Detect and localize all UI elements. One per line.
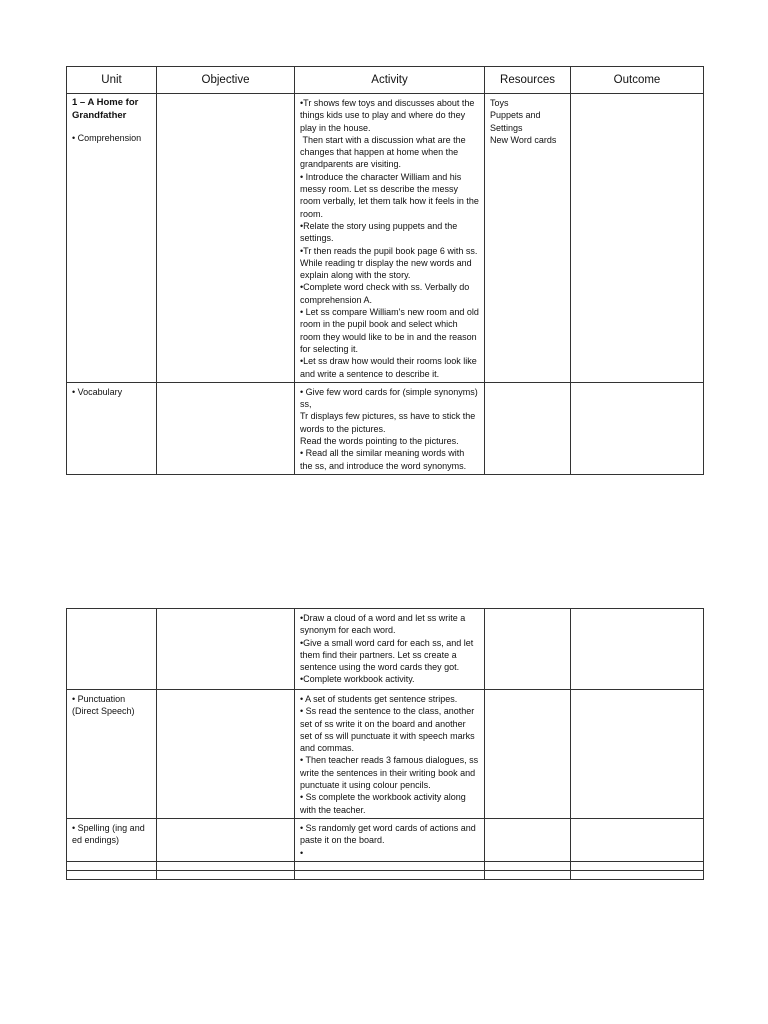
objective-cell xyxy=(157,609,295,690)
activity-line: • xyxy=(300,847,304,858)
activity-line: • Read all the similar meaning words with the ss, and introduce the word synonyms. xyxy=(300,448,467,471)
vocabulary-continued-row xyxy=(67,609,704,690)
outcome-cell xyxy=(571,609,704,690)
resources-cell xyxy=(485,818,571,861)
resource-item: Toys xyxy=(490,98,509,108)
activity-cell xyxy=(295,690,485,819)
activity-line: • Give few word cards for (simple synonyms) ss, xyxy=(300,386,481,410)
activity-line: Read the words pointing to the pictures. xyxy=(300,436,459,447)
activity-line: •Complete word check with ss. Verbally do comprehension A. xyxy=(300,282,472,305)
outcome-cell xyxy=(571,382,704,474)
activity-line: • A set of students get sentence stripes. xyxy=(300,694,458,704)
header-unit: Unit xyxy=(67,67,157,94)
activity-line: • Ss complete the workbook activity along with the teacher. xyxy=(300,792,469,815)
activity-line: • Ss randomly get word cards of actions and paste it on the board. xyxy=(300,822,479,846)
unit-cell xyxy=(67,609,157,690)
punctuation-row xyxy=(67,690,704,819)
resources-cell xyxy=(485,690,571,819)
lesson-plan-table-page1 xyxy=(66,66,704,475)
spelling-row xyxy=(67,818,704,861)
unit-subtopic: • Comprehension xyxy=(72,133,142,143)
activity-line: •Let ss draw how would their rooms look like and write a sentence to describe it. xyxy=(300,356,480,379)
objective-cell xyxy=(157,690,295,819)
header-resources: Resources xyxy=(485,67,571,94)
activity-line: •Tr shows few toys and discusses about the things kids use to play and where do they play in the house. xyxy=(300,98,477,133)
lesson-plan-table-page2 xyxy=(66,608,704,880)
comprehension-row xyxy=(67,94,704,383)
empty-row xyxy=(67,870,704,879)
unit-cell xyxy=(67,382,157,474)
activity-line: • Let ss compare William's new room and old room in the pupil book and select which room they would like to be in and the reason for selecting it. xyxy=(300,307,482,354)
objective-cell xyxy=(157,382,295,474)
unit-cell xyxy=(67,690,157,819)
unit-cell xyxy=(67,818,157,861)
activity-cell xyxy=(295,94,485,383)
activity-line: •Complete workbook activity. xyxy=(300,674,415,685)
outcome-cell xyxy=(571,94,704,383)
activity-line: •Give a small word card for each ss, and let them find their partners. Let ss create a sentence using the word cards they got. xyxy=(300,637,476,673)
activity-line: •Draw a cloud of a word and let ss write a synonym for each word. xyxy=(300,613,468,636)
outcome-cell xyxy=(571,690,704,819)
activity-line: Tr displays few pictures, ss have to stick the words to the pictures. xyxy=(300,411,478,434)
resource-item: Puppets and Settings xyxy=(490,110,544,133)
outcome-cell xyxy=(571,818,704,861)
vocabulary-row xyxy=(67,382,704,474)
header-row xyxy=(67,67,704,94)
objective-cell xyxy=(157,94,295,383)
activity-cell xyxy=(295,818,485,861)
header-objective: Objective xyxy=(157,67,295,94)
unit-subtopic: • Vocabulary xyxy=(72,386,123,397)
resources-cell xyxy=(485,94,571,383)
activity-line: • Introduce the character William and his messy room. Let ss describe the messy room verbally, let them talk how it feels in the room. xyxy=(300,171,482,219)
header-activity: Activity xyxy=(295,67,485,94)
resources-cell xyxy=(485,609,571,690)
unit-cell xyxy=(67,94,157,383)
empty-row xyxy=(67,861,704,870)
unit-subtopic: • Punctuation (Direct Speech) xyxy=(72,694,135,717)
activity-line: Then start with a discussion what are the changes that happen at home when the grandparents are visiting. xyxy=(300,134,469,170)
activity-cell xyxy=(295,609,485,690)
activity-cell xyxy=(295,382,485,474)
resource-item: New Word cards xyxy=(490,134,557,145)
unit-subtopic: • Spelling (ing and ed endings) xyxy=(72,822,148,846)
header-outcome: Outcome xyxy=(571,67,704,94)
activity-line: • Ss read the sentence to the class, another set of ss write it on the board and another set of ss will punctuate it with speech marks and commas. xyxy=(300,706,478,754)
objective-cell xyxy=(157,818,295,861)
activity-line: •Tr then reads the pupil book page 6 with ss. While reading tr display the new words and explain along with the story. xyxy=(300,245,480,281)
unit-title: 1 – A Home for Grandfather xyxy=(72,97,139,121)
activity-line: • Then teacher reads 3 famous dialogues, ss write the sentences in their writing book and punctuate it using colour pencils. xyxy=(300,755,481,791)
resources-cell xyxy=(485,382,571,474)
activity-line: •Relate the story using puppets and the settings. xyxy=(300,220,460,244)
